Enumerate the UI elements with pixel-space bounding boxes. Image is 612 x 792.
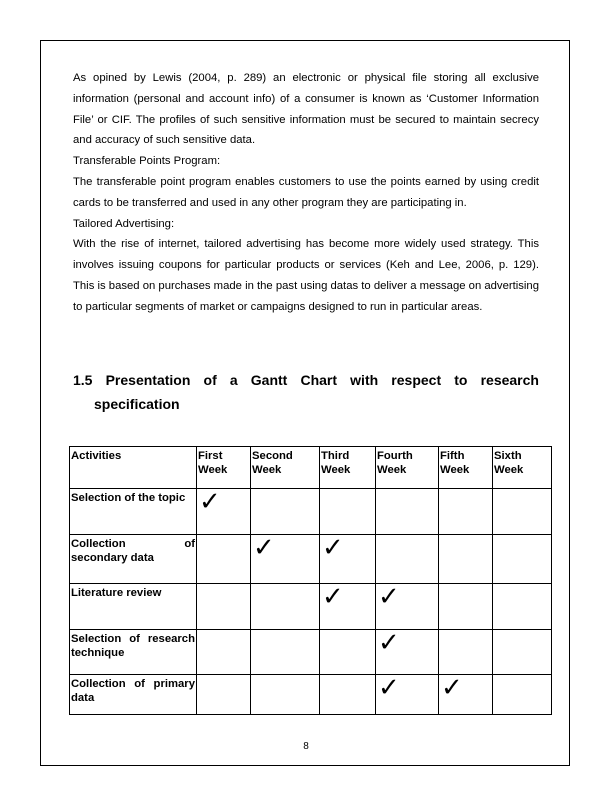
page-number: 8 xyxy=(303,741,309,752)
week-cell xyxy=(493,584,552,630)
week-cell xyxy=(439,489,493,535)
week-cell xyxy=(376,675,439,715)
gantt-header-row xyxy=(70,447,552,489)
week-cell xyxy=(197,675,251,715)
week-cell xyxy=(251,630,320,675)
header-week: Fifth Week xyxy=(439,447,493,489)
gantt-row xyxy=(70,489,552,535)
week-cell xyxy=(251,489,320,535)
gantt-row xyxy=(70,535,552,584)
checkmark-icon: ✓ xyxy=(441,673,463,703)
week-cell xyxy=(197,584,251,630)
checkmark-icon: ✓ xyxy=(378,673,400,703)
week-cell xyxy=(251,535,320,584)
week-cell xyxy=(493,535,552,584)
week-cell xyxy=(376,489,439,535)
gantt-row xyxy=(70,630,552,675)
week-cell xyxy=(197,630,251,675)
subheading-tailored-advertising: Tailored Advertising: xyxy=(73,217,175,230)
week-cell xyxy=(197,489,251,535)
heading-word: with xyxy=(350,372,379,388)
checkmark-icon: ✓ xyxy=(199,487,221,517)
activity-label: Collection of primary data xyxy=(70,675,197,715)
checkmark-icon: ✓ xyxy=(253,533,275,563)
activity-label: Literature review xyxy=(70,584,197,630)
header-week: Sixth Week xyxy=(493,447,552,489)
week-cell xyxy=(493,489,552,535)
heading-word: Gantt xyxy=(250,372,288,388)
subheading-transferable-points: Transferable Points Program: xyxy=(73,155,221,168)
week-cell xyxy=(320,584,376,630)
heading-word: Presentation xyxy=(105,372,191,388)
heading-word: Chart xyxy=(300,372,338,388)
paragraph-tailored-advertising: With the rise of internet, tailored advertising has become more widely used strategy. This involves issuing coupons for particular products or services (Keh and Lee, 2006, p. 129). This is based on purchases made in the past using datas to deliver a message on advertising to particular segments of market or campaigns designed to run in particular areas. xyxy=(73,238,539,313)
week-cell xyxy=(376,584,439,630)
week-cell xyxy=(376,535,439,584)
gantt-row xyxy=(70,584,552,630)
paragraph-transferable-points: The transferable point program enables customers to use the points earned by using credit cards to be transferred and used in any other program they are participating in. xyxy=(73,175,539,209)
week-cell xyxy=(439,535,493,584)
checkmark-icon: ✓ xyxy=(378,582,400,612)
week-cell xyxy=(320,535,376,584)
header-week: Third Week xyxy=(320,447,376,489)
activity-label: Selection of the topic xyxy=(70,489,197,535)
header-week: Fourth Week xyxy=(376,447,439,489)
heading-line2: specification xyxy=(94,395,180,412)
heading-word: research xyxy=(480,372,539,388)
heading-word: of xyxy=(203,372,217,388)
week-cell xyxy=(320,675,376,715)
week-cell xyxy=(439,675,493,715)
heading-word: to xyxy=(454,372,468,388)
header-week: Second Week xyxy=(251,447,320,489)
heading-word: respect xyxy=(391,372,442,388)
section-heading xyxy=(73,369,539,416)
activity-label: Selection of research technique xyxy=(70,630,197,675)
heading-word: 1.5 xyxy=(73,372,93,388)
week-cell xyxy=(251,584,320,630)
header-week: First Week xyxy=(197,447,251,489)
paragraph-cif: As opined by Lewis (2004, p. 289) an electronic or physical file storing all exclusive information (personal and account info) of a consumer is known as ‘Customer Information File’ or CIF. The profiles of such sensitive information must be secured to maintain secrecy and accuracy of such sensitive data. xyxy=(73,72,539,147)
week-cell xyxy=(439,630,493,675)
gantt-table xyxy=(69,446,552,715)
checkmark-icon: ✓ xyxy=(322,582,344,612)
week-cell xyxy=(320,630,376,675)
checkmark-icon: ✓ xyxy=(322,533,344,563)
heading-word: a xyxy=(229,372,238,388)
week-cell xyxy=(320,489,376,535)
week-cell xyxy=(251,675,320,715)
week-cell xyxy=(376,630,439,675)
activity-label: Collection of secondary data xyxy=(70,535,197,584)
week-cell xyxy=(197,535,251,584)
week-cell xyxy=(493,675,552,715)
checkmark-icon: ✓ xyxy=(378,628,400,658)
gantt-row xyxy=(70,675,552,715)
week-cell xyxy=(439,584,493,630)
body-text xyxy=(73,68,539,318)
header-activities: Activities xyxy=(70,447,197,489)
week-cell xyxy=(493,630,552,675)
